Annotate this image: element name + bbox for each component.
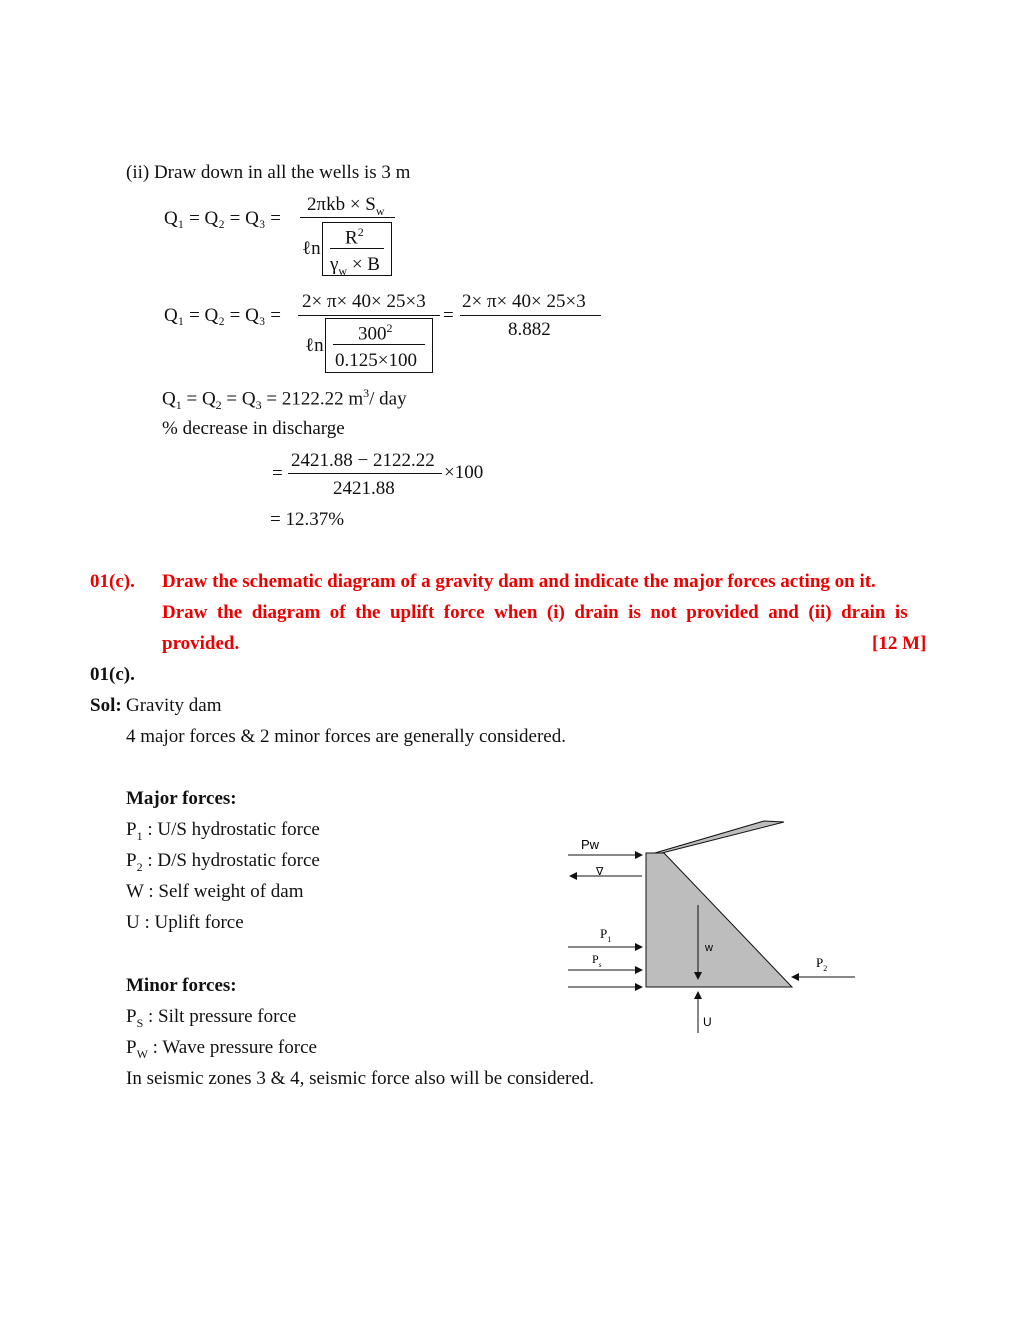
question-line-1: Draw the schematic diagram of a gravity dam and indicate the major forces acting on it. <box>162 571 876 592</box>
part-ii-heading: (ii) Draw down in all the wells is 3 m <box>126 162 411 183</box>
major-forces-heading: Major forces: <box>126 788 237 809</box>
eq2-fraction-bar <box>298 315 440 316</box>
discharge-result: $Q_1 = Q_2 = Q_3 = 2122.22$ $m^3/$ day <box>162 386 407 413</box>
eq2-inner-bar <box>333 344 425 345</box>
decrease-bar <box>288 473 442 474</box>
decrease-multiplier: ×100 <box>444 462 484 483</box>
ps-label: $P_s$ <box>592 952 602 969</box>
eq1-fraction-bar <box>300 217 395 218</box>
eq2-rhs-bar <box>460 315 601 316</box>
eq1-numerator: $2\pi kb \times S_w$ <box>307 194 385 218</box>
question-number: 01(c). <box>90 571 135 592</box>
decrease-equals: = <box>272 463 283 484</box>
sol-label: Sol: <box>90 695 122 716</box>
eq2-rhs-denominator: 8.882 <box>508 319 551 340</box>
eq2-inner-num: $300^2$ <box>358 321 393 345</box>
w-label: w <box>705 942 713 954</box>
major-force-item: W : Self weight of dam <box>126 881 304 902</box>
major-force-item: $P_2$ : D/S hydrostatic force <box>126 850 320 874</box>
question-line-2: Draw the diagram of the uplift force when (i) drain is not provided and (ii) drain is <box>162 602 908 623</box>
solution-title: Gravity dam <box>126 695 222 716</box>
wave-slope <box>648 821 784 855</box>
minor-force-item: $P_S$ : Silt pressure force <box>126 1006 297 1030</box>
eq2-lhs: Q₁ = Q₂ = Q₃ = <box>164 305 281 326</box>
eq1-inner-num: $R^2$ <box>345 225 364 249</box>
eq1-lhs: Q₁ = Q₂ = Q₃ = <box>164 208 281 229</box>
dam-body <box>646 853 792 987</box>
eq2-equals: = <box>443 305 454 326</box>
decrease-denominator: 2421.88 <box>333 478 395 499</box>
decrease-label: % decrease in discharge <box>162 418 345 439</box>
p2-label: $P_2$ <box>816 955 828 973</box>
water-level-icon: ∇ <box>596 865 604 878</box>
major-force-item: $P_1$ : U/S hydrostatic force <box>126 819 320 843</box>
minor-force-item: $P_W$ : Wave pressure force <box>126 1037 317 1061</box>
eq1-inner-bar <box>330 248 384 249</box>
eq1-inner-den: $\gamma_w \times B$ <box>330 254 380 278</box>
eq1-ln: ℓn <box>302 238 321 259</box>
solution-intro: 4 major forces & 2 minor forces are generally considered. <box>126 726 566 747</box>
p1-label: $P_1$ <box>600 926 612 944</box>
decrease-result: = 12.37% <box>270 509 345 530</box>
question-marks: [12 M] <box>872 633 927 654</box>
eq2-numerator: 2× π× 40× 25×3 <box>302 291 426 312</box>
seismic-note: In seismic zones 3 & 4, seismic force also will be considered. <box>126 1068 595 1089</box>
solution-number: 01(c). <box>90 664 135 685</box>
eq2-rhs-numerator: 2× π× 40× 25×3 <box>462 291 586 312</box>
pw-label: Pw <box>581 837 600 852</box>
question-line-3: provided. <box>162 633 240 654</box>
major-force-item: U : Uplift force <box>126 912 244 933</box>
eq2-inner-den: 0.125×100 <box>335 350 417 371</box>
eq2-ln: ℓn <box>305 335 324 356</box>
u-label: U <box>703 1015 712 1029</box>
minor-forces-heading: Minor forces: <box>126 975 237 996</box>
gravity-dam-diagram <box>560 815 860 1040</box>
decrease-numerator: 2421.88 − 2122.22 <box>291 450 435 471</box>
